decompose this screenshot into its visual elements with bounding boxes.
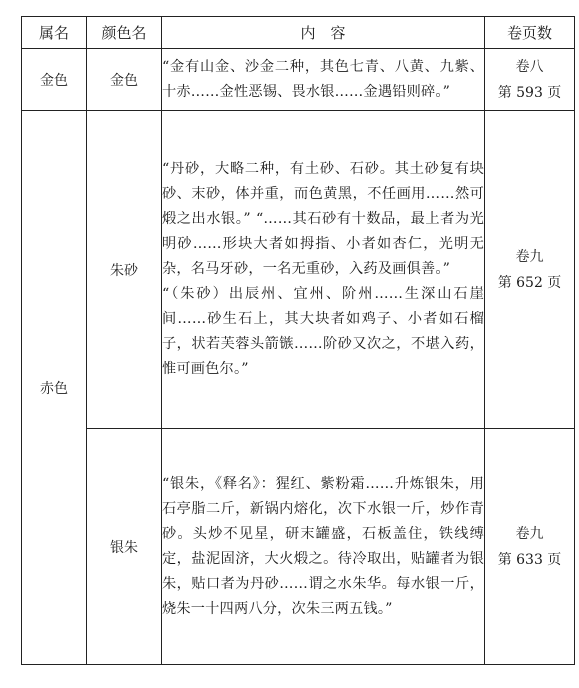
content-cell	[162, 49, 485, 111]
content-paragraph: “金有山金、沙金二种，其色七青、八黄、九紫、十赤……金性恶锡、畏水银……金遇铅则碎。”	[162, 58, 484, 100]
volume-page-cell	[485, 429, 575, 665]
volume-page-cell	[485, 49, 575, 111]
category-cell: 赤色	[22, 111, 87, 665]
volume-text: 卷九	[515, 525, 544, 542]
content-cell	[162, 429, 485, 665]
page-text: 第 652 页	[497, 274, 562, 291]
color-name-cell: 朱砂	[87, 111, 162, 429]
color-name-cell: 金色	[87, 49, 162, 111]
page-text: 第 593 页	[497, 84, 562, 101]
category-cell: 金色	[22, 49, 87, 111]
volume-text: 卷八	[515, 58, 544, 75]
table-row	[22, 49, 575, 111]
content-paragraph: “银朱，《释名》：猩红、紫粉霜……升炼银朱，用石亭脂二斤，新锅内熔化，次下水银一斤，炒作青砂。头炒不见星，研末罐盛，石板盖住，铁线缚定，盐泥固济，大火煅之。待冷取出，贴罐者为银朱，贴口者为丹砂……谓之水朱华。每水银一斤，烧朱一十四两八分，次朱三两五钱。”	[162, 475, 484, 617]
pigment-table	[21, 16, 575, 665]
header-volume-page: 卷页数	[485, 17, 575, 49]
content-cell	[162, 111, 485, 429]
header-category: 属名	[22, 17, 87, 49]
page-text: 第 633 页	[497, 551, 562, 568]
content-paragraph: “（朱砂）出辰州、宜州、阶州……生深山石崖间……砂生石上，其大块者如鸡子、小者如石榴子，状若芙蓉头箭镞……阶砂又次之，不堪入药，惟可画色尔。”	[162, 286, 484, 377]
content-paragraph: “丹砂，大略二种，有土砂、石砂。其土砂复有块砂、末砂，体并重，而色黄黑，不任画用……然可煅之出水银。” “……其石砂有十数品，最上者为光明砂……形块大者如拇指、小者如杏仁，光明无杂，名马牙砂，一名无重砂，入药及画俱善。”	[162, 161, 484, 277]
table-row	[22, 429, 575, 665]
volume-text: 卷九	[515, 248, 544, 265]
header-color-name: 颜色名	[87, 17, 162, 49]
volume-page-cell	[485, 111, 575, 429]
color-name-cell: 银朱	[87, 429, 162, 665]
header-content: 内 容	[162, 17, 485, 49]
table-row	[22, 111, 575, 429]
header-row	[22, 17, 575, 49]
